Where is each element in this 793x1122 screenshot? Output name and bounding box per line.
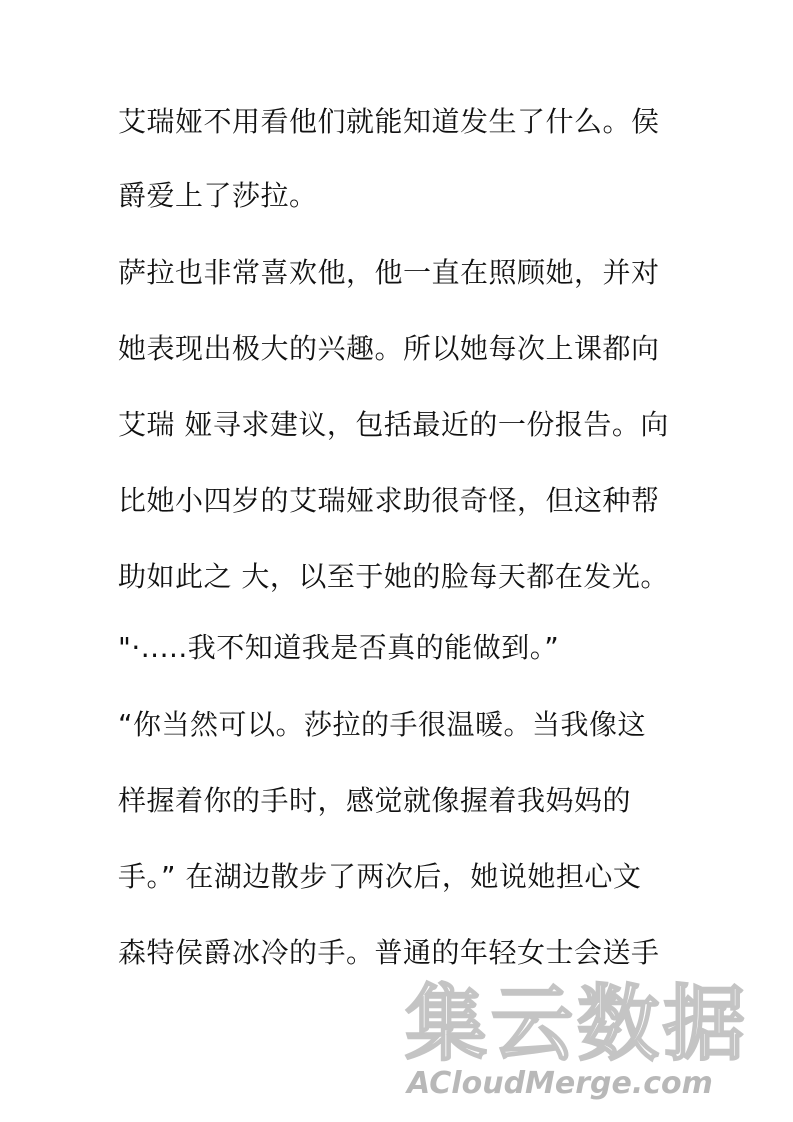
watermark (405, 977, 785, 1110)
paragraph-line: 样握着你的手时，感觉就像握着我妈妈的 (118, 784, 632, 817)
paragraph-line: 爵爱上了莎拉。 (118, 179, 318, 212)
paragraph-line: 萨拉也非常喜欢他，他一直在照顾她，并对 (118, 256, 660, 289)
watermark-chinese-text: 集云数据 (405, 977, 750, 1072)
paragraph-line: 艾瑞娅不用看他们就能知道发生了什么。侯 (118, 105, 660, 138)
paragraph-line: 助如此之 大，以至于她的脸每天都在发光。 (118, 560, 669, 593)
paragraph-line: "·.....我不知道我是否真的能做到。” (118, 631, 560, 664)
paragraph-line: 森特侯爵冰冷的手。普通的年轻女士会送手 (118, 936, 660, 969)
paragraph-line: “你当然可以。莎拉的手很温暖。当我像这 (118, 708, 647, 741)
paragraph-line: 手。” 在湖边散步了两次后，她说她担心文 (118, 860, 642, 893)
paragraph-line: 艾瑞 娅寻求建议，包括最近的一份报告。向 (118, 408, 669, 441)
paragraph-line: 比她小四岁的艾瑞娅求助很奇怪，但这种帮 (118, 484, 660, 517)
watermark-english-text: ACloudMerge.com (407, 1066, 713, 1101)
paragraph-line: 她表现出极大的兴趣。所以她每次上课都向 (118, 332, 660, 365)
